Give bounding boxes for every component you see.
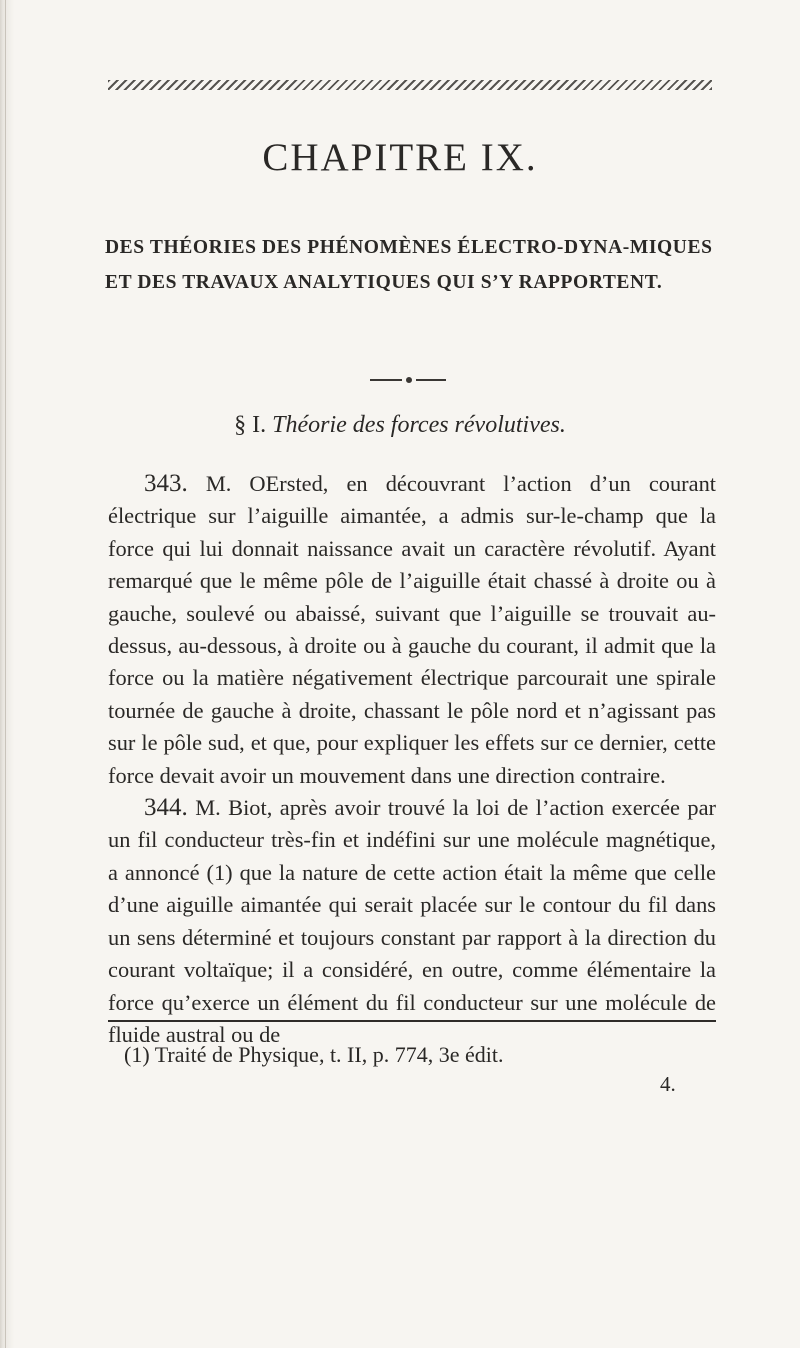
footnote: (1) Traité de Physique, t. II, p. 774, 3e édit. bbox=[124, 1042, 504, 1067]
paragraph-text: M. OErsted, en découvrant l’action d’un courant électrique sur l’aiguille aimantée, a admis sur-le-champ que la force qui lui donnait naissance avait un caractère révolutif. Ayant remarqué que le même pôle de l’aiguille était chassé à droite ou à gauche, soulevé ou abaissé, suivant que l’aiguille se trouvait au-dessus, au-dessous, à droite ou à gauche du courant, il admit que la force ou la matière négativement électrique parcourait une spirale tournée de gauche à droite, chassant le pôle nord et n’agissant pas sur le pôle sud, et que, pour expliquer les effets sur ce dernier, cette force devait avoir un mouvement dans une direction contraire. bbox=[108, 471, 716, 788]
page-edge bbox=[0, 0, 14, 1348]
section-heading bbox=[0, 412, 800, 439]
body-text bbox=[108, 468, 716, 1051]
paragraph-344 bbox=[108, 792, 716, 1051]
paragraph-text: M. Biot, après avoir trouvé la loi de l’action exercée par un fil conducteur très-fin et indéfini sur une molécule magnétique, a annoncé (1) que la nature de cette action était la même que celle d’une aiguille aimantée qui serait placée sur le contour du fil dans un sens déterminé et toujours constant par rapport à la direction du courant voltaïque; il a considéré, en outre, comme élémentaire la force qu’exerce un élément du fil conducteur sur une molécule de fluide austral ou de bbox=[108, 795, 716, 1047]
chapter-subtitle: DES THÉORIES DES PHÉNOMÈNES ÉLECTRO-DYNA-MIQUES ET DES TRAVAUX ANALYTIQUES QUI S’Y RAPPORTENT. bbox=[105, 237, 713, 293]
section-title: Théorie des forces révolutives. bbox=[272, 412, 566, 438]
header-ornament bbox=[108, 80, 712, 90]
section-divider bbox=[370, 376, 450, 384]
chapter-title: CHAPITRE IX. bbox=[262, 136, 538, 179]
signature-mark: 4. bbox=[660, 1072, 676, 1096]
paragraph-343 bbox=[108, 468, 716, 792]
footnote-rule bbox=[108, 1020, 716, 1022]
paragraph-number: 343. bbox=[144, 470, 188, 497]
section-number: § I. bbox=[234, 412, 267, 438]
paragraph-number: 344. bbox=[144, 794, 188, 822]
